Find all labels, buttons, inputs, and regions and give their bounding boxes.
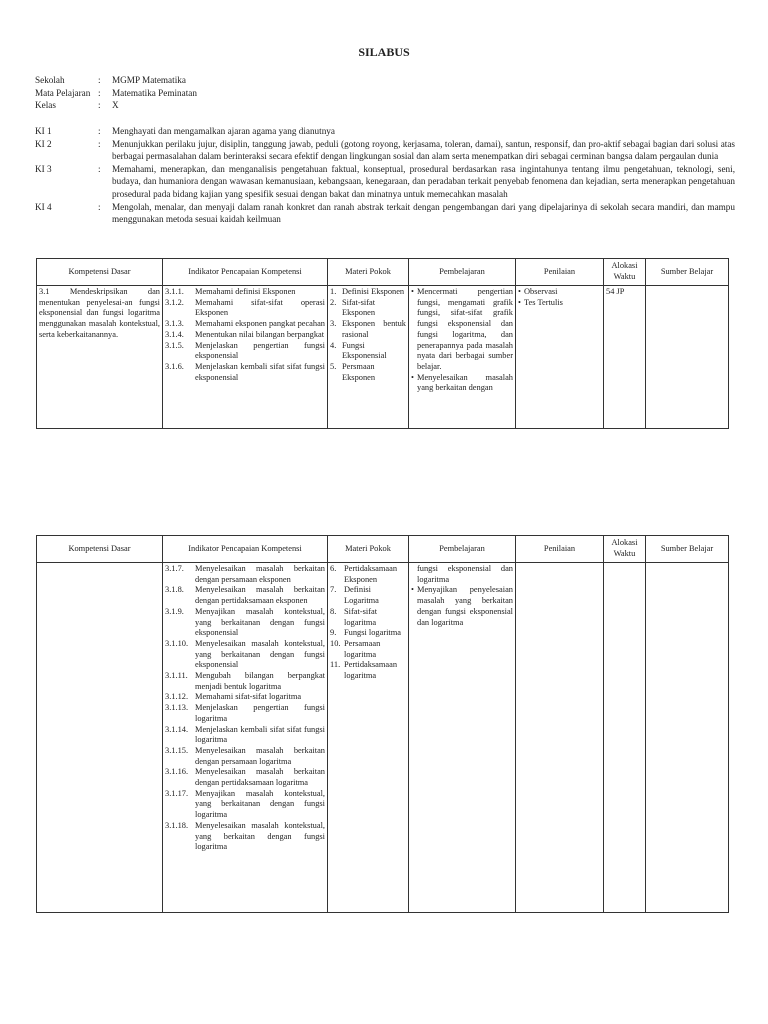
list-item: 10. Persamaan logaritma [330,638,381,659]
ki-label: KI 2 [35,138,52,149]
pembelajaran-cell [409,563,516,913]
info-label: Kelas [35,100,56,110]
ki-row-4: KI 4 : Mengolah, menalar, dan menyaji dalam ranah konkret dan ranah abstrak terkait dengan pengembangan dari yang dipelajarinya di sekolah secara mandiri, dan mampu menggunakan metoda sesuai kaidah keilmuan [35,201,735,225]
ki-row-2: KI 2 : Menunjukkan perilaku jujur, disiplin, tanggung jawab, peduli (gotong royong, kerjasama, toleran, damai), santun, responsif, dan pro-aktif sebagai bagian dari solusi atas berbagai permasalahan dalam berinteraksi secara efektif dengan lingkungan sosial dan alam serta menempatkan diri sebagai cerminan bangsa dalam pergaulan dunia [35,138,735,162]
core-competencies [35,125,735,226]
table-header-row [37,536,729,563]
list-item: 3.1.17. Menyajikan masalah kontekstual, yang berkaitanan dengan fungsi logaritma [165,788,325,820]
info-row-school: Sekolah : MGMP Matematika [35,75,186,85]
list-item: 11. Pertidaksamaan logaritma [330,660,398,681]
alokasi-cell [604,563,646,913]
list-item: 3.1.15. Menyelesaikan masalah berkaitan dengan persamaan logaritma [165,745,325,766]
ki-label: KI 1 [35,126,52,136]
info-label: Mata Pelajaran [35,87,91,98]
list-item: • Menyelesaikan masalah yang berkaitan dengan [411,372,513,393]
info-value: Matematika Peminatan [112,87,197,98]
list-item: 3.1.6. Menjelaskan kembali sifat sifat fungsi eksponensial [165,361,325,382]
ki-label: KI 4 [35,201,52,212]
list-item: • Observasi [518,287,558,296]
alokasi-cell: 54 JP [604,286,646,429]
list-item: 3.1.18. Menyelesaikan masalah kontekstual, yang berkaitan dengan fungsi logaritma [165,820,325,852]
header-alokasi-waktu: Alokasi Waktu [604,259,646,286]
list-item: • Tes Tertulis [518,297,563,307]
list-item: 8. Sifat-sifat logaritma [330,606,378,627]
list-item: 2. Sifat-sifat Eksponen [330,297,376,318]
list-item: 3.1.10. Menyelesaikan masalah kontekstual, yang berkaitanan dengan fungsi eksponensial [165,638,325,670]
list-item: • Mencermati pengertian fungsi, mengamati grafik fungsi, sifat-sifat grafik fungsi eksponensial dan fungsi logaritma, dan penerapannya pada masalah nyata dari berbagai sumber belajar. [411,287,513,371]
header-penilaian: Penilaian [516,536,604,563]
list-item: 3.1.14. Menjelaskan kembali sifat sifat fungsi logaritma [165,724,325,745]
info-label: Sekolah [35,75,65,85]
header-pembelajaran: Pembelajaran [409,536,516,563]
penilaian-cell [516,286,604,429]
ki-text: Memahami, menerapkan, dan menganalisis pengetahuan faktual, konseptual, prosedural berdasarkan rasa ingintahunya tentang ilmu pengetahuan, teknologi, seni, budaya, dan humaniora dengan wawasan kemanusiaan, kebangsaan, kenegaraan, dan peradaban terkait penyebab fenomena dan kejadian, serta menerapkan pengetahuan prosedural pada bidang kajian yang spesifik sesuai dengan bakat dan minatnya untuk memecahkan masalah [112,163,735,199]
ki-row-1: KI 1 : Menghayati dan mengamalkan ajaran agama yang dianutnya [35,125,735,138]
sumber-cell [646,286,729,429]
list-item: 3.1.4. Menentukan nilai bilangan berpangkat [165,329,325,339]
header-kompetensi-dasar: Kompetensi Dasar [37,536,163,563]
identity-block [35,74,735,112]
header-sumber-belajar: Sumber Belajar [646,259,729,286]
list-item: 7. Definisi Logaritma [330,585,379,606]
kd-cell: 3.1 Mendeskripsikan dan menentukan penyelesai-an fungsi eksponensial dan fungsi logaritma menggunakan masalah kontekstual, serta keberkaitanannya. [37,286,163,429]
list-item: 3.1.9. Menyajikan masalah kontekstual, yang berkaitanan dengan fungsi eksponensial [165,606,325,638]
document-title: SILABUS [358,45,410,59]
info-row-subject: Mata Pelajaran : Matematika Peminatan [35,87,197,98]
list-item: 3.1.11. Mengubah bilangan berpangkat menjadi bentuk logaritma [165,671,325,691]
list-item: 3.1.1. Memahami definisi Eksponen [165,287,296,296]
list-item: 3.1.3. Memahami eksponen pangkat pecahan [165,319,325,329]
pembelajaran-cell [409,286,516,429]
ki-row-3: KI 3 : Memahami, menerapkan, dan menganalisis pengetahuan faktual, konseptual, prosedural berdasarkan rasa ingintahunya tentang ilmu pengetahuan, teknologi, seni, budaya, dan humaniora dengan wawasan kemanusiaan, kebangsaan, kenegaraan, dan peradaban terkait penyebab fenomena dan kejadian, serta menerapkan pengetahuan prosedural pada bidang kajian yang spesifik sesuai dengan bakat dan minatnya untuk memecahkan masalah [35,163,735,199]
info-value: MGMP Matematika [112,75,186,85]
header-penilaian: Penilaian [516,259,604,286]
header-pembelajaran: Pembelajaran [409,259,516,286]
list-item: 9. Fungsi logaritma [330,628,401,638]
header-sumber-belajar: Sumber Belajar [646,536,729,563]
header-alokasi-waktu: Alokasi Waktu [604,536,646,563]
indikator-cell [163,563,328,913]
list-item: 5. Persmaan Eksponen [330,361,376,382]
ki-text: Menunjukkan perilaku jujur, disiplin, tanggung jawab, peduli (gotong royong, kerjasama, toleran, damai), santun, responsif, dan pro-aktif sebagai bagian dari solusi atas berbagai permasalahan dalam berinteraksi secara efektif dengan lingkungan sosial dan alam serta menempatkan diri sebagai cerminan bangsa dalam pergaulan dunia [112,138,735,162]
indikator-cell [163,286,328,429]
syllabus-table-2 [36,535,729,913]
list-item: fungsi eksponensial dan logaritma [417,564,513,584]
kd-cell [37,563,163,913]
header-materi-pokok: Materi Pokok [328,259,409,286]
ki-text: Menghayati dan mengamalkan ajaran agama yang dianutnya [112,126,335,136]
materi-cell [328,286,409,429]
list-item: 3.1.5. Menjelaskan pengertian fungsi eksponensial [165,340,325,361]
list-item: 6. Pertidaksamaan Eksponen [330,564,398,584]
table-header-row [37,259,729,286]
header-indikator: Indikator Pencapaian Kompetensi [163,259,328,286]
header-kompetensi-dasar: Kompetensi Dasar [37,259,163,286]
list-item: • Menyajikan penyelesaian masalah yang berkaitan dengan fungsi eksponensial dan logaritma [411,585,513,627]
ki-label: KI 3 [35,163,52,174]
list-item: 3. Eksponen bentuk rasional [330,319,406,339]
header-indikator: Indikator Pencapaian Kompetensi [163,536,328,563]
penilaian-cell [516,563,604,913]
sumber-cell [646,563,729,913]
list-item: 3.1.12. Memahami sifat-sifat logaritma [165,692,302,702]
ki-text: Mengolah, menalar, dan menyaji dalam ranah konkret dan ranah abstrak terkait dengan pengembangan dari yang dipelajarinya di sekolah secara mandiri, dan mampu menggunakan metoda sesuai kaidah keilmuan [112,201,735,225]
list-item: 1. Definisi Eksponen [330,287,405,296]
table-row [37,563,729,913]
list-item: 3.1.13. Menjelaskan pengertian fungsi logaritma [165,703,325,723]
syllabus-table-1 [36,258,729,429]
materi-cell [328,563,409,913]
table-row [37,286,729,429]
list-item: 3.1.2. Memahami sifat-sifat operasi Eksponen [165,297,325,318]
list-item: 4. Fungsi Eksponensial [330,340,387,361]
info-row-class: Kelas : X [35,100,119,110]
header-materi-pokok: Materi Pokok [328,536,409,563]
list-item: 3.1.7. Menyelesaikan masalah berkaitan dengan persamaan eksponen [165,564,325,584]
list-item: 3.1.8. Menyelesaikan masalah berkaitan dengan pertidaksamaan eksponen [165,585,325,606]
info-value: X [112,100,119,110]
list-item: 3.1.16. Menyelesaikan masalah berkaitan dengan pertidaksamaan logaritma [165,767,325,788]
